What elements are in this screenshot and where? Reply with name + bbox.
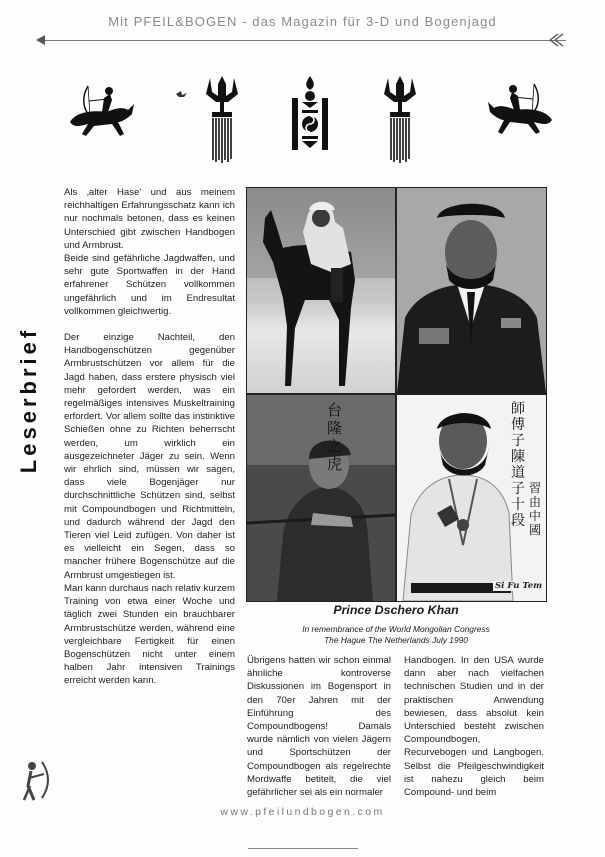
caption-line-1: In remembrance of the World Mongolian Congress <box>302 624 490 634</box>
footer-rule <box>248 848 358 849</box>
trident-banner-right-icon <box>382 74 418 164</box>
paragraph: Man kann durchaus nach relativ kurzem Training von etwa einer Woche und täglich zwei Stunden ein brauchbarer Armbrustschütze werden, während eine vergleichbare Fertigkeit für einen Bogenschützen nicht unter einem halben Jahr intensiven Trainings erreicht werden kann. <box>64 582 235 687</box>
arrow-head-icon <box>36 35 45 45</box>
photo-caption-name: Prince Dschero Khan <box>333 603 459 617</box>
article-column-1 <box>64 186 235 688</box>
trident-banner-left-icon <box>204 74 240 164</box>
photo-martial-arts-portrait <box>396 394 547 602</box>
paragraph: Beide sind gefährliche Jagdwaffen, und sehr gute Sportwaffen in der Hand erfahrener Schützen vollkommen ungefährlich und im Endresultat vollkommen gleichwertig. <box>64 253 235 317</box>
paragraph: Übrigens hatten wir schon einmal ähnliche kontroverse Diskussionen im Bogensport in den 70er Jahren mit der Einführung des Compoundbogens! Damals wurde nämlich von vielen Jägern und Sportschützen der Compoundbogen als regelrechte Mordwaffe betitelt, die viel gefährlicher sei als ein normaler <box>247 655 391 799</box>
mounted-archer-right-icon <box>474 80 560 140</box>
soyombo-emblem-icon <box>290 76 330 152</box>
mounted-archer-left-icon <box>62 82 146 140</box>
archer-logo-icon <box>20 760 52 804</box>
paragraph: Der einzige Nachteil, den Handbogenschützen gegenüber Armbrustschützen vor allem für die Jagd haben, dass erstere physisch viel mehr gefordert werden, was ein regelmäßiges intensives Muskeltraining erfordert. Vor allem sollte das instinktive Schießen ohne zu Richten beherrscht werden, um wirklich ein ausgezeichneter Jäger zu sein. Wenn wir ehrlich sind, müssen wir sagen, dass viele Bogenjäger nur durchschnittliche Schützen sind, selbst mit Compoundbogen und Richtmitteln, und dadurch während der Jagd den Tieren viel Leid zufügen. Von daher ist es vielleicht ein Segen, dass so mancher frühere Bogenschütze auf die Armbrust umgestiegen ist. <box>64 332 235 581</box>
section-label <box>12 300 46 500</box>
photo-uniform-portrait <box>396 187 547 394</box>
paragraph: Als ‚alter Hase' und aus meinem reichhaltigen Erfahrungsschatz kann ich nur nochmals betonen, dass es keinen Unterschied gibt zwischen Handbogen und Armbrust. <box>64 187 235 251</box>
calligraphy-left: 台隆之虎 <box>327 401 343 473</box>
small-bird-icon <box>175 86 189 102</box>
calligraphy-right: 師傅子陳道子十段 <box>511 401 525 529</box>
section-label-text: Leserbrief <box>16 326 41 474</box>
photo-caption-detail <box>246 624 546 645</box>
arrow-fletching-icon <box>548 33 566 47</box>
header-rule <box>38 40 566 41</box>
article-column-3 <box>404 654 544 799</box>
footer-url[interactable]: www.pfeilundbogen.com <box>220 806 385 818</box>
caption-line-2: The Hague The Netherlands July 1990 <box>324 634 468 645</box>
photo-horseback <box>246 187 396 394</box>
paragraph: Handbogen. In den USA wurde dann aber nach vielfachen technischen Studien und in der praktischen Anwendung bewiesen, dass absolut kein Unterschied besteht zwischen Compoundbogen, Recurvebogen und Langbogen. Selbst die Pfeilgeschwindigkeit ist nahezu gleich beim Compound- und beim <box>404 655 544 799</box>
signature: Si Fu Tem <box>495 581 543 591</box>
magazine-header: Mit PFEIL&BOGEN - das Magazin für 3-D und Bogenjagd <box>108 14 497 29</box>
horse-rider-figure <box>247 188 395 393</box>
article-column-2 <box>247 654 391 799</box>
archer-figure <box>247 395 395 601</box>
photo-archer-drawing <box>246 394 396 602</box>
uniform-portrait-figure <box>397 188 546 393</box>
calligraphy-right-2: 習由中國 <box>529 481 542 537</box>
